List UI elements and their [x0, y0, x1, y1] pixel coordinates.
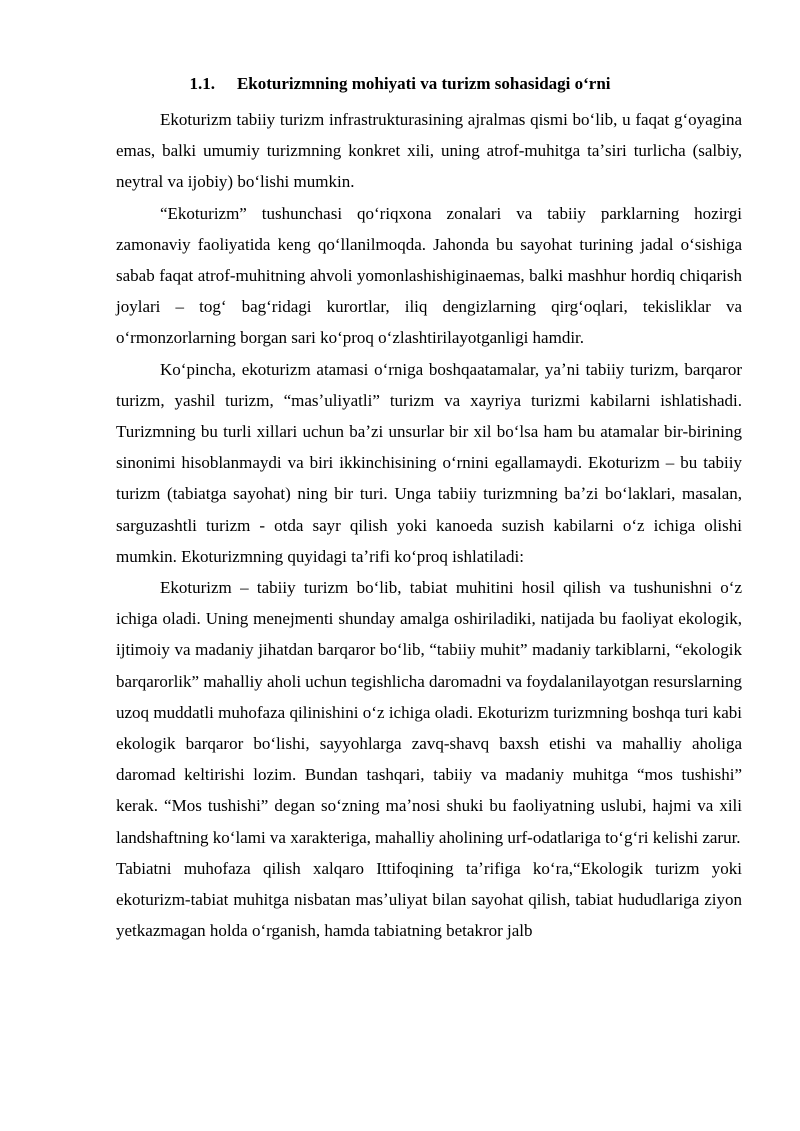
paragraph-5: Tabiatni muhofaza qilish xalqaro Ittifoqining taʼrifiga koʻra,“Ekologik turizm yoki ekoturizm-tabiat muhitga nisbatan masʼuliyat bilan sayohat qilish, tabiat hududlariga ziyon yetkazmagan holda oʻrganish, hamda tabiatning betakror jalb — [116, 858, 742, 941]
paragraph-4: Ekoturizm – tabiiy turizm boʻlib, tabiat muhitini hosil qilish va tushunishni oʻz ichiga oladi. Uning menejmenti shunday amalga oshiriladiki, natijada bu faoliyat ekologik, ijtimoiy va madaniy jihatdan barqaror boʻlib, “tabiiy muhit” madaniy tarkiblarni, “ekologik barqarorlik” mahalliy aholi uchun tegishlicha daromadni va foydalanilayotgan resurslarning uzoq muddatli muhofaza qilinishini oʻz ichiga oladi. Ekoturizm turizmning boshqa turi kabi ekologik barqaror boʻlishi, sayyohlarga zavq-shavq baxsh etishi va mahalliy aholiga daromad keltirishi lozim. Bundan tashqari, tabiiy va madaniy muhitga “mos tushishi” kerak. “Mos tushishi” degan soʻzning maʼnosi shuki bu faoliyatning uslubi, hajmi va xili landshaftning koʻlami va xarakteriga, mahalliy aholining urf-odatlariga toʻgʻri kelishi zarur. — [116, 578, 742, 847]
document-body — [116, 104, 742, 946]
paragraph-2: “Ekoturizm” tushunchasi qoʻriqxona zonalari va tabiiy parklarning hozirgi zamonaviy faoliyatida keng qoʻllanilmoqda. Jahonda bu sayohat turining jadal oʻsishiga sabab faqat atrof-muhitning ahvoli yomonlashishiginaemas, balki mashhur hordiq chiqarish joylari – togʻ bagʻridagi kurortlar, iliq dengizlarning qirgʻoqlari, tekisliklar va oʻrmonzorlarning borgan sari koʻproq oʻzlashtirilayotganligi hamdir. — [116, 203, 742, 348]
paragraph-1: Ekoturizm tabiiy turizm infrastrukturasining ajralmas qismi boʻlib, u faqat gʻoyagina emas, balki umumiy turizmning konkret xili, uning atrof-muhitga taʼsiri turlicha (salbiy, neytral va ijobiy) boʻlishi mumkin. — [116, 110, 742, 192]
paragraph-3: Koʻpincha, ekoturizm atamasi oʻrniga boshqaatamalar, yaʼni tabiiy turizm, barqaror turizm, yashil turizm, “masʼuliyatli” turizm va xayriya turizmi kabilarni ishlatishadi. Turizmning bu turli xillari uchun baʼzi unsurlar bir xil boʻlsa ham bu atamalar bir-birining sinonimi hisoblanmaydi va biri ikkinchisining oʻrnini egallamaydi. Ekoturizm – bu tabiiy turizm (tabiatga sayohat) ning bir turi. Unga tabiiy turizmning baʼzi boʻlaklari, masalan, sarguzashtli turizm - otda sayr qilish yoki kanoeda suzish kabilarni oʻz ichiga olishi mumkin. Ekoturizmning quyidagi taʼrifi koʻproq ishlatiladi: — [116, 359, 742, 566]
section-title: Ekoturizmning mohiyati va turizm sohasidagi oʻrni — [236, 74, 611, 93]
section-heading — [0, 74, 800, 94]
section-number: 1.1. — [189, 74, 215, 93]
